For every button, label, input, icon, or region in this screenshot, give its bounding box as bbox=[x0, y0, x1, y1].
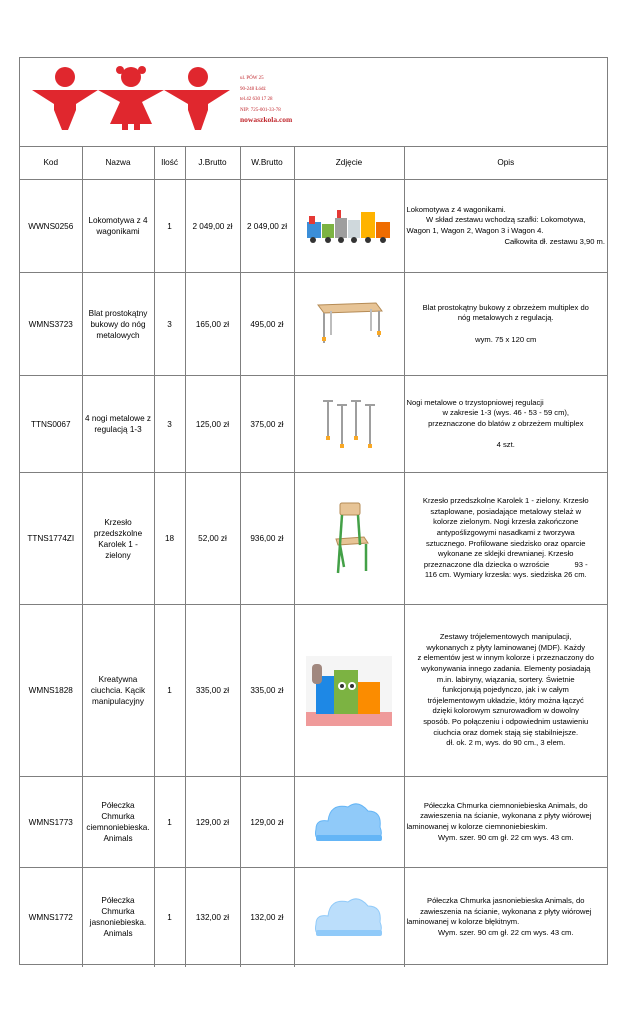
opis-line: Wym. szer. 90 cm gł. 22 cm wys. 43 cm. bbox=[438, 832, 574, 842]
cell-ilosc: 18 bbox=[154, 473, 185, 605]
cell-ilosc: 1 bbox=[154, 605, 185, 777]
cell-ilosc: 1 bbox=[154, 180, 185, 273]
product-table bbox=[20, 146, 607, 967]
cell-opis bbox=[404, 605, 607, 777]
cell-wbrutto: 375,00 zł bbox=[240, 376, 294, 473]
opis-line: laminowanej w kolorze ciemnoniebieskim. bbox=[406, 822, 548, 831]
cell-photo bbox=[294, 473, 404, 605]
cell-wbrutto: 132,00 zł bbox=[240, 868, 294, 967]
opis-line: funkcjonują pojedynczo, jak i w całym bbox=[442, 685, 569, 695]
cell-photo bbox=[294, 376, 404, 473]
opis-line bbox=[407, 429, 606, 440]
opis-line: wykonywania innego zadania. Elementy posiadają bbox=[421, 664, 591, 674]
table-row bbox=[20, 605, 607, 777]
cell-jbrutto: 165,00 zł bbox=[185, 273, 240, 376]
cell-jbrutto: 125,00 zł bbox=[185, 376, 240, 473]
opis-line: Półeczka Chmurka ciemnoniebieska Animals, do bbox=[423, 800, 588, 810]
cell-jbrutto: 132,00 zł bbox=[185, 868, 240, 967]
opis-line: przeznaczone dla dziecka o wzroście 93 - bbox=[423, 559, 588, 569]
cell-wbrutto: 129,00 zł bbox=[240, 777, 294, 868]
letterhead bbox=[20, 58, 607, 147]
opis-line: zawieszenia na ścianie, wykonana z płyty wiórowej bbox=[420, 811, 592, 821]
cell-opis bbox=[404, 273, 607, 376]
table-row bbox=[20, 868, 607, 967]
cell-ilosc: 1 bbox=[154, 777, 185, 868]
table-row bbox=[20, 376, 607, 473]
table-row bbox=[20, 273, 607, 376]
opis-line: Krzesło przedszkolne Karolek 1 - zielony. Krzesło bbox=[422, 496, 589, 506]
opis-line: wykonanych z płyty laminowanej (MDF). Każdy bbox=[426, 642, 586, 652]
cell-kod: WMNS3723 bbox=[20, 273, 82, 376]
cell-jbrutto: 129,00 zł bbox=[185, 777, 240, 868]
opis-line: Nogi metalowe o trzystopniowej regulacji bbox=[406, 397, 544, 407]
cell-opis bbox=[404, 473, 607, 605]
cloud-shelf-light-image bbox=[314, 894, 384, 940]
offer-sheet bbox=[19, 57, 608, 965]
opis-line: ciuchcia oraz domek stają się stabilniejsze. bbox=[433, 727, 579, 737]
col-header-jbrutto: J.Brutto bbox=[185, 146, 240, 180]
cell-jbrutto: 2 049,00 zł bbox=[185, 180, 240, 273]
cloud-shelf-dark-image bbox=[314, 799, 384, 845]
col-header-wbrutto: W.Brutto bbox=[240, 146, 294, 180]
opis-line: 116 cm. Wymiary krzesła: wys. siedziska 26 cm. bbox=[424, 570, 587, 580]
website-link[interactable]: nowaszkola.com bbox=[240, 115, 293, 124]
table-row bbox=[20, 180, 607, 273]
opis-line: Wym. szer. 90 cm gł. 22 cm wys. 43 cm. bbox=[438, 927, 574, 937]
opis-line: z elementów jest w innym kolorze i przeznaczony do bbox=[417, 653, 594, 663]
opis-line: sposób. Po połączeniu i odpowiednim ustawieniu bbox=[423, 716, 589, 726]
col-header-ilosc: Ilość bbox=[154, 146, 185, 180]
cell-wbrutto: 936,00 zł bbox=[240, 473, 294, 605]
cell-nazwa: 4 nogi metalowe z regulacją 1-3 bbox=[82, 376, 154, 473]
opis-line: w zakresie 1-3 (wys. 46 - 53 - 59 cm), bbox=[442, 408, 570, 418]
cell-photo bbox=[294, 180, 404, 273]
cell-kod: WMNS1772 bbox=[20, 868, 82, 967]
opis-line: sztucznego. Profilowane siedzisko oraz oparcie bbox=[425, 538, 586, 548]
opis-line: przeznaczone do blatów z obrzeżem multiplex bbox=[428, 418, 584, 428]
school-children-logo bbox=[30, 64, 235, 130]
table-row bbox=[20, 473, 607, 605]
opis-line: kolorze zielonym. Nogi krzesła zakończone bbox=[433, 517, 579, 527]
col-header-kod: Kod bbox=[20, 146, 82, 180]
cell-kod: TTNS1774ZI bbox=[20, 473, 82, 605]
opis-line: wym. 75 x 120 cm bbox=[475, 334, 537, 344]
opis-line: 4 szt. bbox=[496, 439, 515, 449]
col-header-opis: Opis bbox=[404, 146, 607, 180]
table-row bbox=[20, 777, 607, 868]
col-header-zdjecie: Zdjęcie bbox=[294, 146, 404, 180]
opis-line: Blat prostokątny bukowy z obrzeżem multiplex do bbox=[422, 302, 589, 312]
cell-kod: WMNS1773 bbox=[20, 777, 82, 868]
address-line: ul. PÓW 25 bbox=[240, 76, 264, 81]
opis-line: trójelementowym układzie, który można łączyć bbox=[427, 695, 584, 705]
opis-line: Zestawy trójelementowych manipulacji, bbox=[439, 632, 572, 642]
cell-nazwa: Półeczka Chmurka ciemnoniebieska. Animals bbox=[82, 777, 154, 868]
opis-line: Całkowita dł. zestawu 3,90 m. bbox=[504, 236, 605, 246]
opis-line: zawieszenia na ścianie, wykonana z płyty wiórowej bbox=[420, 906, 592, 916]
cell-jbrutto: 335,00 zł bbox=[185, 605, 240, 777]
cell-nazwa: Lokomotywa z 4 wagonikami bbox=[82, 180, 154, 273]
cell-wbrutto: 335,00 zł bbox=[240, 605, 294, 777]
cell-ilosc: 1 bbox=[154, 868, 185, 967]
address-line: NIP: 725-001-33-78 bbox=[240, 107, 281, 113]
cell-jbrutto: 52,00 zł bbox=[185, 473, 240, 605]
cell-opis bbox=[404, 180, 607, 273]
cell-opis bbox=[404, 777, 607, 868]
opis-line: laminowanej w kolorze błękitnym. bbox=[406, 917, 520, 927]
opis-line: dzięki kolorowym sznurowadłom w dowolny bbox=[432, 706, 579, 716]
cell-nazwa: Kreatywna ciuchcia. Kącik manipulacyjny bbox=[82, 605, 154, 777]
table-header-row bbox=[20, 146, 607, 180]
cell-ilosc: 3 bbox=[154, 273, 185, 376]
cell-opis bbox=[404, 868, 607, 967]
cell-ilosc: 3 bbox=[154, 376, 185, 473]
opis-line bbox=[407, 324, 606, 335]
cell-nazwa: Blat prostokątny bukowy do nóg metalowych bbox=[82, 273, 154, 376]
opis-line: W skład zestawu wchodzą szafki: Lokomotywa, bbox=[425, 215, 586, 225]
address-line: tel.42 630 17 28 bbox=[240, 97, 273, 102]
opis-line: m.in. labiryny, wiązania, sortery. Świetnie bbox=[436, 674, 575, 684]
table-top-image bbox=[314, 299, 384, 349]
cell-photo bbox=[294, 605, 404, 777]
cell-nazwa: Półeczka Chmurka jasnoniebieska. Animals bbox=[82, 868, 154, 967]
cell-wbrutto: 2 049,00 zł bbox=[240, 180, 294, 273]
address-line: 90-248 Łódź bbox=[240, 86, 266, 92]
opis-line: Wagon 1, Wagon 2, Wagon 3 i Wagon 4. bbox=[406, 226, 544, 235]
cell-kod: WMNS1828 bbox=[20, 605, 82, 777]
col-header-nazwa: Nazwa bbox=[82, 146, 154, 180]
company-address bbox=[240, 74, 281, 116]
manipulation-train-image bbox=[306, 656, 392, 726]
cell-kod: WWNS0256 bbox=[20, 180, 82, 273]
train-cabinets-image bbox=[307, 208, 391, 244]
cell-photo bbox=[294, 273, 404, 376]
cell-photo bbox=[294, 777, 404, 868]
opis-line: sztaplowane, posiadające metalowy stelaż w bbox=[430, 506, 582, 516]
opis-line: antypoślizgowymi nasadkami z tworzywa bbox=[436, 527, 575, 537]
cell-kod: TTNS0067 bbox=[20, 376, 82, 473]
metal-legs-image bbox=[319, 396, 379, 452]
opis-line: Półeczka Chmurka jasnoniebieska Animals, do bbox=[427, 896, 585, 906]
cell-wbrutto: 495,00 zł bbox=[240, 273, 294, 376]
opis-line: dł. ok. 2 m, wys. do 90 cm., 3 elem. bbox=[446, 738, 566, 748]
opis-line: Lokomotywa z 4 wagonikami. bbox=[406, 204, 506, 214]
opis-line: wykonane ze sklejki drewnianej. Krzesło bbox=[438, 549, 574, 559]
cell-photo bbox=[294, 868, 404, 967]
opis-line: nóg metalowych z regulacją. bbox=[457, 313, 554, 323]
cell-opis bbox=[404, 376, 607, 473]
cell-nazwa: Krzesło przedszkolne Karolek 1 - zielony bbox=[82, 473, 154, 605]
green-chair-image bbox=[326, 501, 372, 577]
